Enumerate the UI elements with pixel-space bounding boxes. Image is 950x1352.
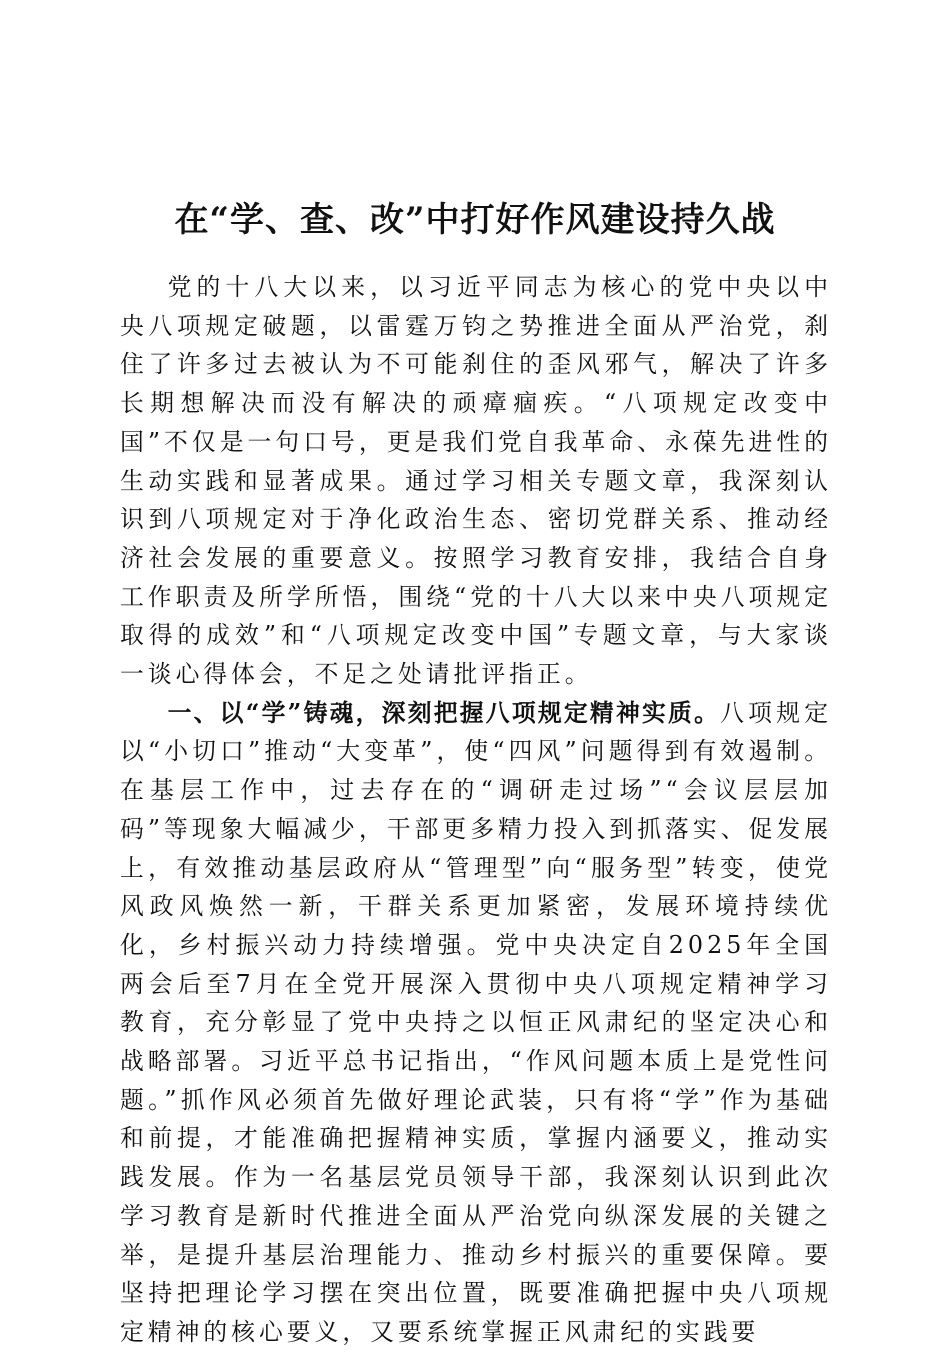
document-body: [120, 268, 832, 1352]
paragraph-section-one: [120, 694, 832, 1352]
section-one-text: 八项规定以“小切口”推动“大变革”，使“四风”问题得到有效遏制。在基层工作中，过去存在的“调研走过场”“会议层层加码”等现象大幅减少，干部更多精力投入到抓落实、促发展上，有效推动基层政府从“管理型”向“服务型”转变，使党风政风焕然一新，干群关系更加紧密，发展环境持续优化，乡村振兴动力持续增强。党中央决定自2025年全国两会后至7月在全党开展深入贯彻中央八项规定精神学习教育，充分彰显了党中央持之以恒正风肃纪的坚定决心和战略部署。习近平总书记指出，“作风问题本质上是党性问题。”抓作风必须首先做好理论武装，只有将“学”作为基础和前提，才能准确把握精神实质，掌握内涵要义，推动实践发展。作为一名基层党员领导干部，我深刻认识到此次学习教育是新时代推进全面从严治党向纵深发展的关键之举，是提升基层治理能力、推动乡村振兴的重要保障。要坚持把理论学习摆在突出位置，既要准确把握中央八项规定精神的核心要义，又要系统掌握正风肃纪的实践要: [120, 698, 833, 1346]
paragraph-intro: [120, 268, 832, 694]
paragraph-intro-text: 党的十八大以来，以习近平同志为核心的党中央以中央八项规定破题，以雷霆万钧之势推进全面从严治党，刹住了许多过去被认为不可能刹住的歪风邪气，解决了许多长期想解决而没有解决的顽瘴痼疾。“八项规定改变中国”不仅是一句口号，更是我们党自我革命、永葆先进性的生动实践和显著成果。通过学习相关专题文章，我深刻认识到八项规定对于净化政治生态、密切党群关系、推动经济社会发展的重要意义。按照学习教育安排，我结合自身工作职责及所学所悟，围绕“党的十八大以来中央八项规定取得的成效”和“八项规定改变中国”专题文章，与大家谈一谈心得体会，不足之处请批评指正。: [120, 273, 832, 689]
section-one-heading: 一、以“学”铸魂，深刻把握八项规定精神实质。: [167, 698, 721, 727]
document-title: 在“学、查、改”中打好作风建设持久战: [174, 200, 776, 240]
